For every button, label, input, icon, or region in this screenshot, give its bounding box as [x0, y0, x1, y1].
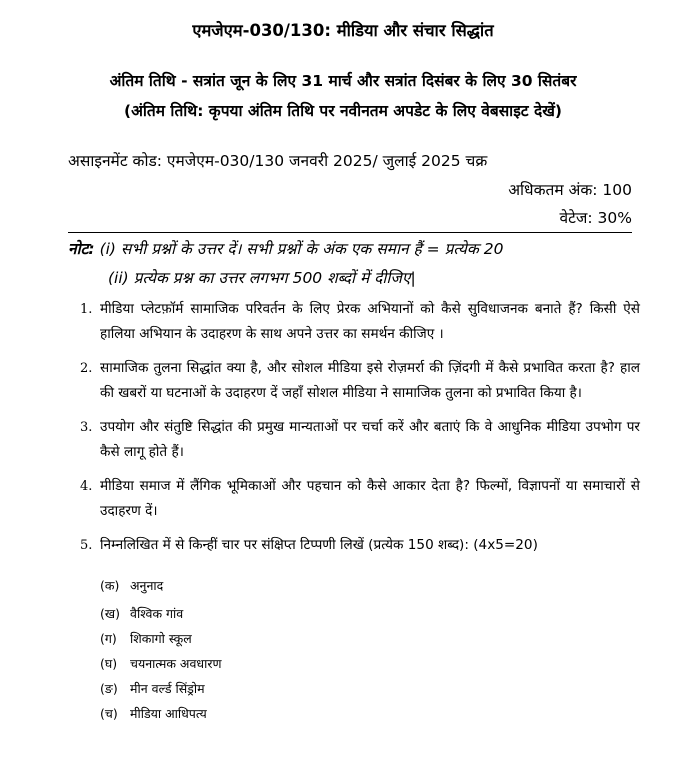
sub-item-3: [100, 630, 192, 647]
sub-item-label: (च): [100, 706, 118, 721]
note-line-1: [68, 237, 503, 259]
question-number: 4.: [80, 479, 93, 494]
sub-item-label: (ख): [100, 606, 120, 621]
sub-item-label: (ग): [100, 631, 117, 646]
question-text: निम्नलिखित में से किन्हीं चार पर संक्षिप्त टिप्पणी लिखें (प्रत्येक 150 शब्द): (4x5=20): [100, 537, 538, 553]
question-text: मीडिया प्लेटफ़ॉर्म सामाजिक परिवर्तन के लिए प्रेरक अभियानों को कैसे सुविधाजनक बनाते हैं? किसी ऐसे हालिया अभियान के उदाहरण के साथ अपने उत्तर का समर्थन कीजिए ।: [100, 301, 640, 342]
sub-item-text: वैश्विक गांव: [130, 606, 184, 621]
question-number: 2.: [80, 361, 93, 376]
question-list: [80, 297, 640, 567]
weightage: वेटेज: 30%: [559, 209, 632, 227]
question-4: [80, 474, 640, 524]
sub-item-text: मीडिया आधिपत्य: [130, 706, 207, 721]
max-marks: अधिकतम अंक: 100: [508, 181, 632, 199]
question-text: उपयोग और संतुष्टि सिद्धांत की प्रमुख मान्यताओं पर चर्चा करें और बताएं कि वे आधुनिक मीडिया उपभोग पर कैसे लागू होते हैं।: [100, 419, 640, 460]
note-label: नोट:: [68, 240, 95, 258]
sub-item-text: शिकागो स्कूल: [130, 631, 192, 646]
divider: [68, 232, 632, 233]
question-2: [80, 356, 640, 406]
question-1: [80, 297, 640, 347]
sub-item-label: (ङ): [100, 681, 118, 696]
sub-item-label: (क): [100, 578, 120, 593]
page-title: एमजेएम-030/130: मीडिया और संचार सिद्धांत: [192, 21, 494, 40]
sub-item-text: चयनात्मक अवधारण: [130, 656, 222, 671]
question-number: 3.: [80, 420, 93, 435]
sub-item-text: मीन वर्ल्ड सिंड्रोम: [130, 681, 205, 696]
question-number: 1.: [80, 302, 93, 317]
sub-item-6: [100, 705, 207, 722]
note-text-1: (i) सभी प्रश्नों के उत्तर दें। सभी प्रश्नों के अंक एक समान हैं = प्रत्येक 20: [94, 240, 504, 258]
note-line-2: (ii) प्रत्येक प्रश्न का उत्तर लगभग 500 शब्दों में दीजिए|: [108, 269, 416, 287]
question-5: [80, 533, 640, 558]
assignment-code: असाइनमेंट कोड: एमजेएम-030/130 जनवरी 2025/ जुलाई 2025 चक्र: [68, 152, 488, 170]
question-text: सामाजिक तुलना सिद्धांत क्या है, और सोशल मीडिया इसे रोज़मर्रा की ज़िंदगी में कैसे प्रभावित करता है? हाल की खबरों या घटनाओं के उदाहरण दें जहाँ सोशल मीडिया ने सामाजिक तुलना को प्रभावित किया है।: [100, 360, 640, 401]
question-text: मीडिया समाज में लैंगिक भूमिकाओं और पहचान को कैसे आकार देता है? फिल्मों, विज्ञापनों या समाचारों से उदाहरण दें।: [100, 478, 640, 519]
question-3: [80, 415, 640, 465]
deadline-line-2: (अंतिम तिथि: कृपया अंतिम तिथि पर नवीनतम अपडेट के लिए वेबसाइट देखें): [123, 102, 563, 120]
sub-item-2: [100, 605, 183, 622]
question-number: 5.: [80, 538, 93, 553]
sub-item-text: अनुनाद: [130, 578, 164, 593]
sub-item-label: (घ): [100, 656, 118, 671]
sub-item-5: [100, 680, 205, 697]
sub-item-1: [100, 577, 163, 594]
deadline-line-1: अंतिम तिथि - सत्रांत जून के लिए 31 मार्च और सत्रांत दिसंबर के लिए 30 सितंबर: [109, 72, 577, 90]
sub-item-4: [100, 655, 222, 672]
